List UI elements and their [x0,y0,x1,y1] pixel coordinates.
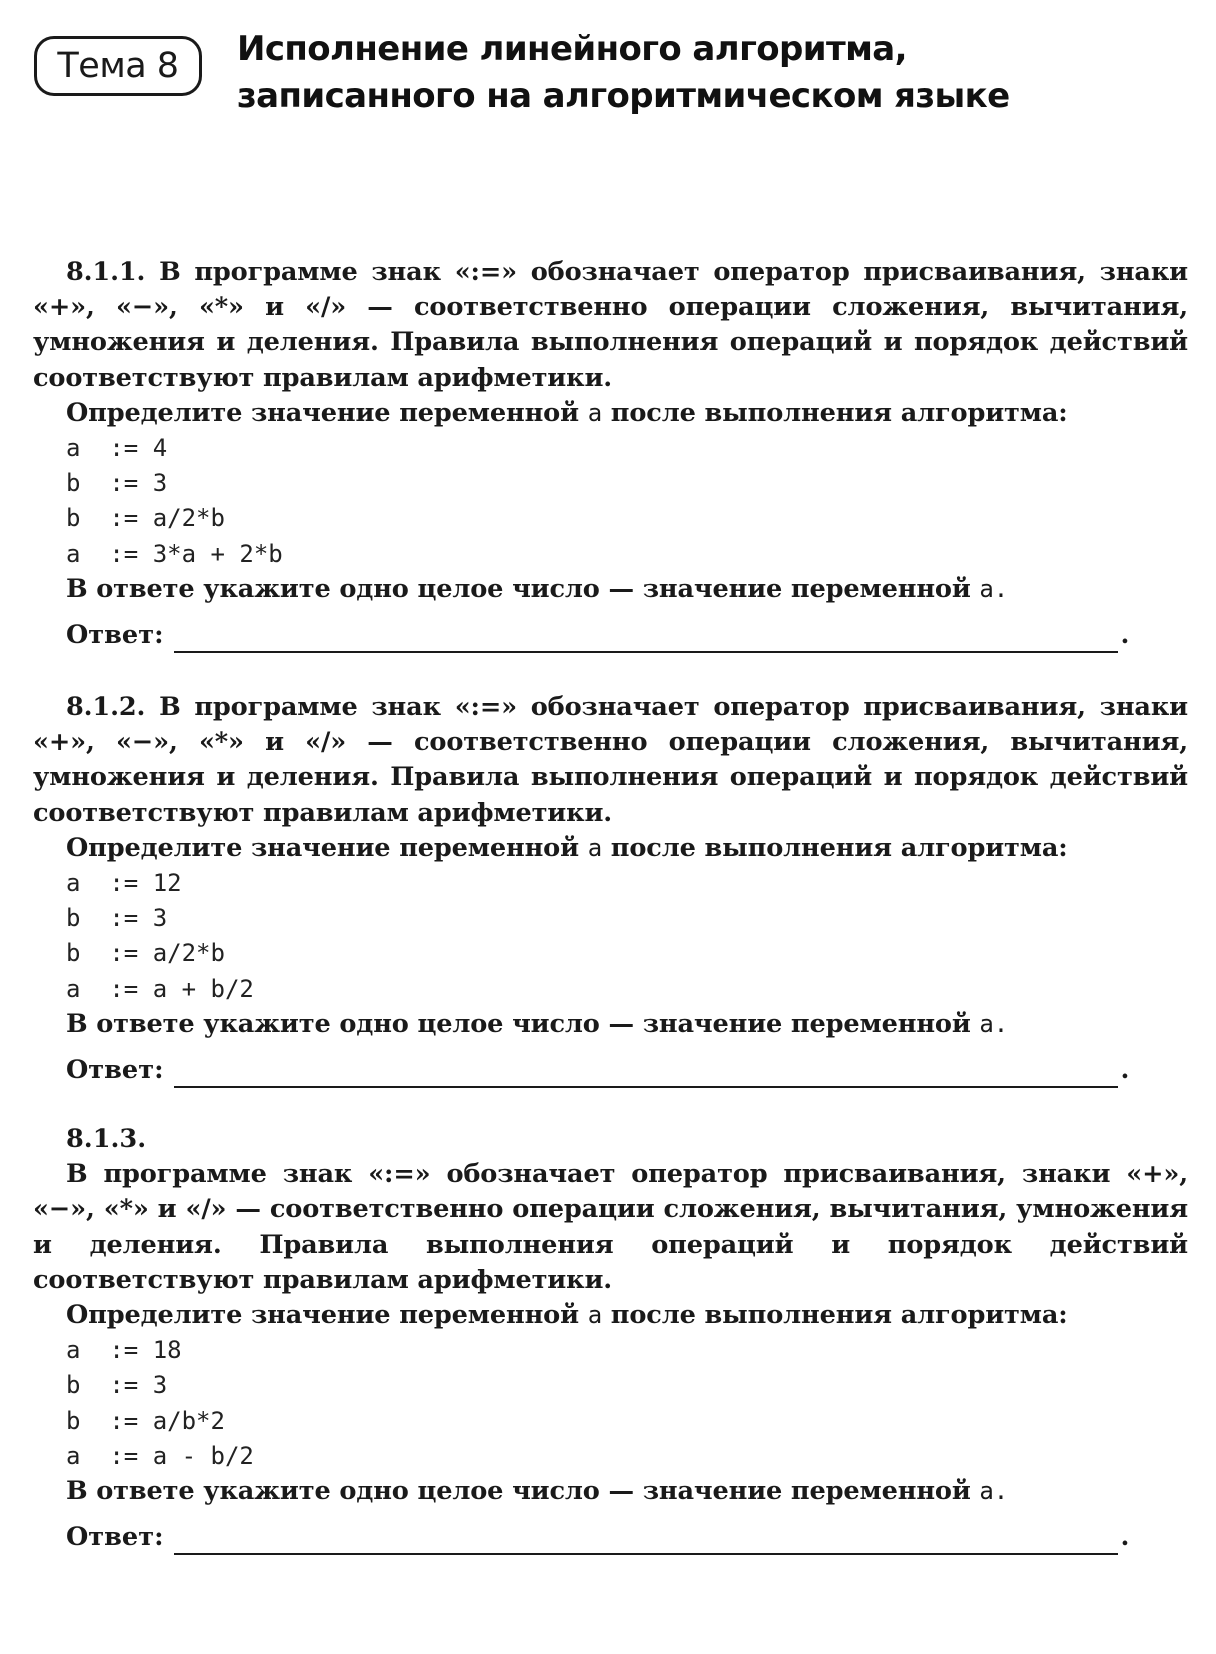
task-statement-text: В программе знак «:=» обозначает оператор присваивания, знаки «+», «−», «*» и «/» — соответственно операции сложения, вычитания, умножения и деления. Правила выполнения операций и порядок действий соответствуют правилам арифметики. [33,692,1188,828]
answer-input-line[interactable] [174,1060,1118,1088]
page-title-line1: Исполнение линейного алгоритма, [237,29,907,69]
task-number: 8.1.1. [66,257,146,287]
code-line: a := a - b/2 [66,1441,254,1470]
instruction-text: В ответе укажите одно целое число — значение переменной [66,1476,971,1507]
instruction-var: a. [979,574,1009,603]
answer-input-line[interactable] [174,1527,1118,1555]
answer-row [33,617,1188,653]
question-text: Определите значение переменной [66,832,579,863]
code-line: b := a/2*b [66,504,225,533]
topic-badge [34,36,202,96]
task-instruction [33,572,1188,607]
code-line: a := 4 [66,434,168,463]
answer-end: . [1120,1522,1130,1553]
page-title [237,26,1197,120]
answer-row [33,1519,1188,1555]
task-question [33,396,1188,431]
answer-input-line[interactable] [174,625,1118,653]
answer-end: . [1120,1055,1130,1086]
question-var: a [587,1301,603,1330]
instruction-var: a. [979,1477,1009,1506]
task-statement [33,255,1188,396]
code-line: b := 3 [66,904,168,933]
topic-label: Тема 8 [57,46,179,86]
question-text-end: после выполнения алгоритма: [610,1300,1068,1331]
answer-row [33,1052,1188,1088]
instruction-text: В ответе укажите одно целое число — значение переменной [66,1008,971,1039]
task-8-1-2 [33,690,1188,1088]
question-text: Определите значение переменной [66,1300,579,1331]
question-text: Определите значение переменной [66,397,579,428]
code-line: b := a/2*b [66,939,225,968]
instruction-var: a. [979,1009,1009,1038]
code-line: a := a + b/2 [66,974,254,1003]
task-statement-text: В программе знак «:=» обозначает оператор присваивания, знаки «+», «−», «*» и «/» — соответственно операции сложения, вычитания, умножения и деления. Правила выполнения операций и порядок действий соответствуют правилам арифметики. [33,1159,1188,1295]
task-8-1-1 [33,255,1188,653]
instruction-text: В ответе укажите одно целое число — значение переменной [66,573,971,604]
code-line: b := a/b*2 [66,1406,225,1435]
code-line: b := 3 [66,1371,168,1400]
task-number: 8.1.2. [66,692,146,722]
task-8-1-3 [33,1122,1188,1555]
question-var: a [587,398,603,427]
code-line: a := 3*a + 2*b [66,539,283,568]
task-instruction [33,1474,1188,1509]
page-title-line2: записанного на алгоритмическом языке [237,76,1010,116]
task-statement-text: В программе знак «:=» обозначает оператор присваивания, знаки «+», «−», «*» и «/» — соответственно операции сложения, вычитания, умножения и деления. Правила выполнения операций и порядок действий соответствуют правилам арифметики. [33,257,1188,393]
answer-end: . [1120,620,1130,651]
answer-label: Ответ: [66,1522,164,1553]
question-text-end: после выполнения алгоритма: [610,832,1068,863]
task-statement [33,690,1188,831]
task-question [33,1298,1188,1333]
task-statement [33,1157,1188,1298]
question-var: a [587,833,603,862]
code-line: a := 18 [66,1336,182,1365]
task-instruction [33,1007,1188,1042]
code-line: b := 3 [66,469,168,498]
answer-label: Ответ: [66,1055,164,1086]
task-question [33,831,1188,866]
task-number: 8.1.3. [66,1124,147,1154]
code-line: a := 12 [66,869,182,898]
question-text-end: после выполнения алгоритма: [610,397,1068,428]
answer-label: Ответ: [66,620,164,651]
